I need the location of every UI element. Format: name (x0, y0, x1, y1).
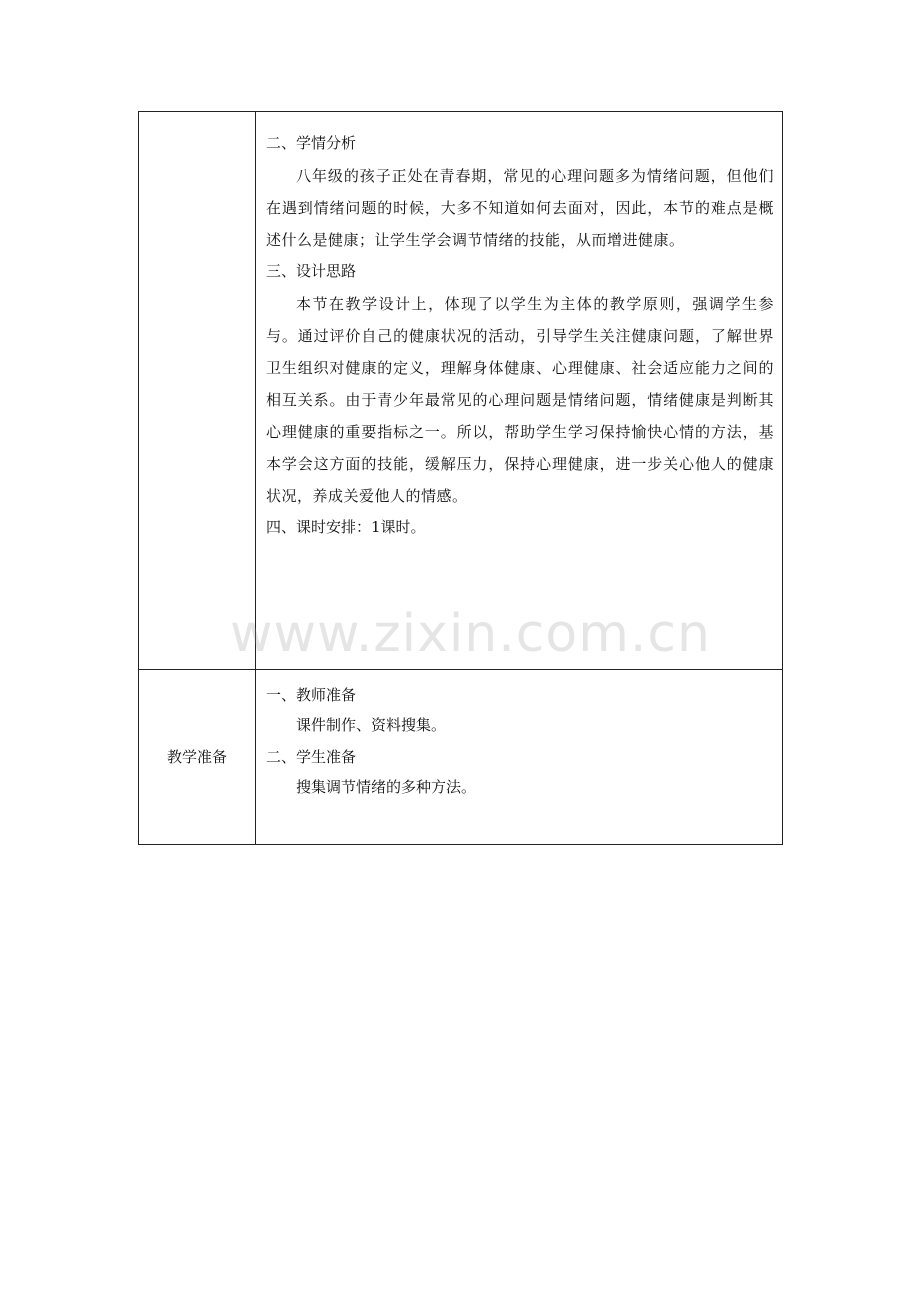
row-label-preparation: 教学准备 (139, 670, 256, 845)
row-label-empty (139, 112, 256, 670)
section-heading-teacher-prep: 一、教师准备 (266, 686, 357, 704)
section-heading-student-prep: 二、学生准备 (266, 748, 357, 766)
teacher-prep-detail: 课件制作、资料搜集。 (296, 716, 447, 734)
lesson-plan-table (138, 111, 783, 845)
watermark: www.zixin.com.cn (230, 604, 711, 664)
preparation-content-cell (256, 670, 783, 845)
section-heading-student-analysis: 二、学情分析 (266, 134, 357, 152)
table-row-preparation (139, 670, 783, 845)
section-heading-schedule: 四、课时安排：1课时。 (266, 518, 426, 536)
paragraph-design-idea: 本节在教学设计上，体现了以学生为主体的教学原则，强调学生参与。通过评价自己的健康状况的活动，引导学生关注健康问题，了解世界卫生组织对健康的定义，理解身体健康、心理健康、社会适应能力之间的相互关系。由于青少年最常见的心理问题是情绪问题，情绪健康是判断其心理健康的重要指标之一。所以，帮助学生学习保持愉快心情的方法，基本学会这方面的技能，缓解压力，保持心理健康，进一步关心他人的健康状况，养成关爱他人的情感。 (266, 295, 774, 505)
paragraph-student-analysis: 八年级的孩子正处在青春期，常见的心理问题多为情绪问题，但他们在遇到情绪问题的时候，大多不知道如何去面对，因此，本节的难点是概述什么是健康；让学生学会调节情绪的技能，从而增进健康。 (266, 167, 774, 249)
section-heading-design-idea: 三、设计思路 (266, 262, 357, 280)
analysis-content-cell (256, 112, 783, 670)
table-row-analysis (139, 112, 783, 670)
student-prep-detail: 搜集调节情绪的多种方法。 (296, 778, 477, 796)
